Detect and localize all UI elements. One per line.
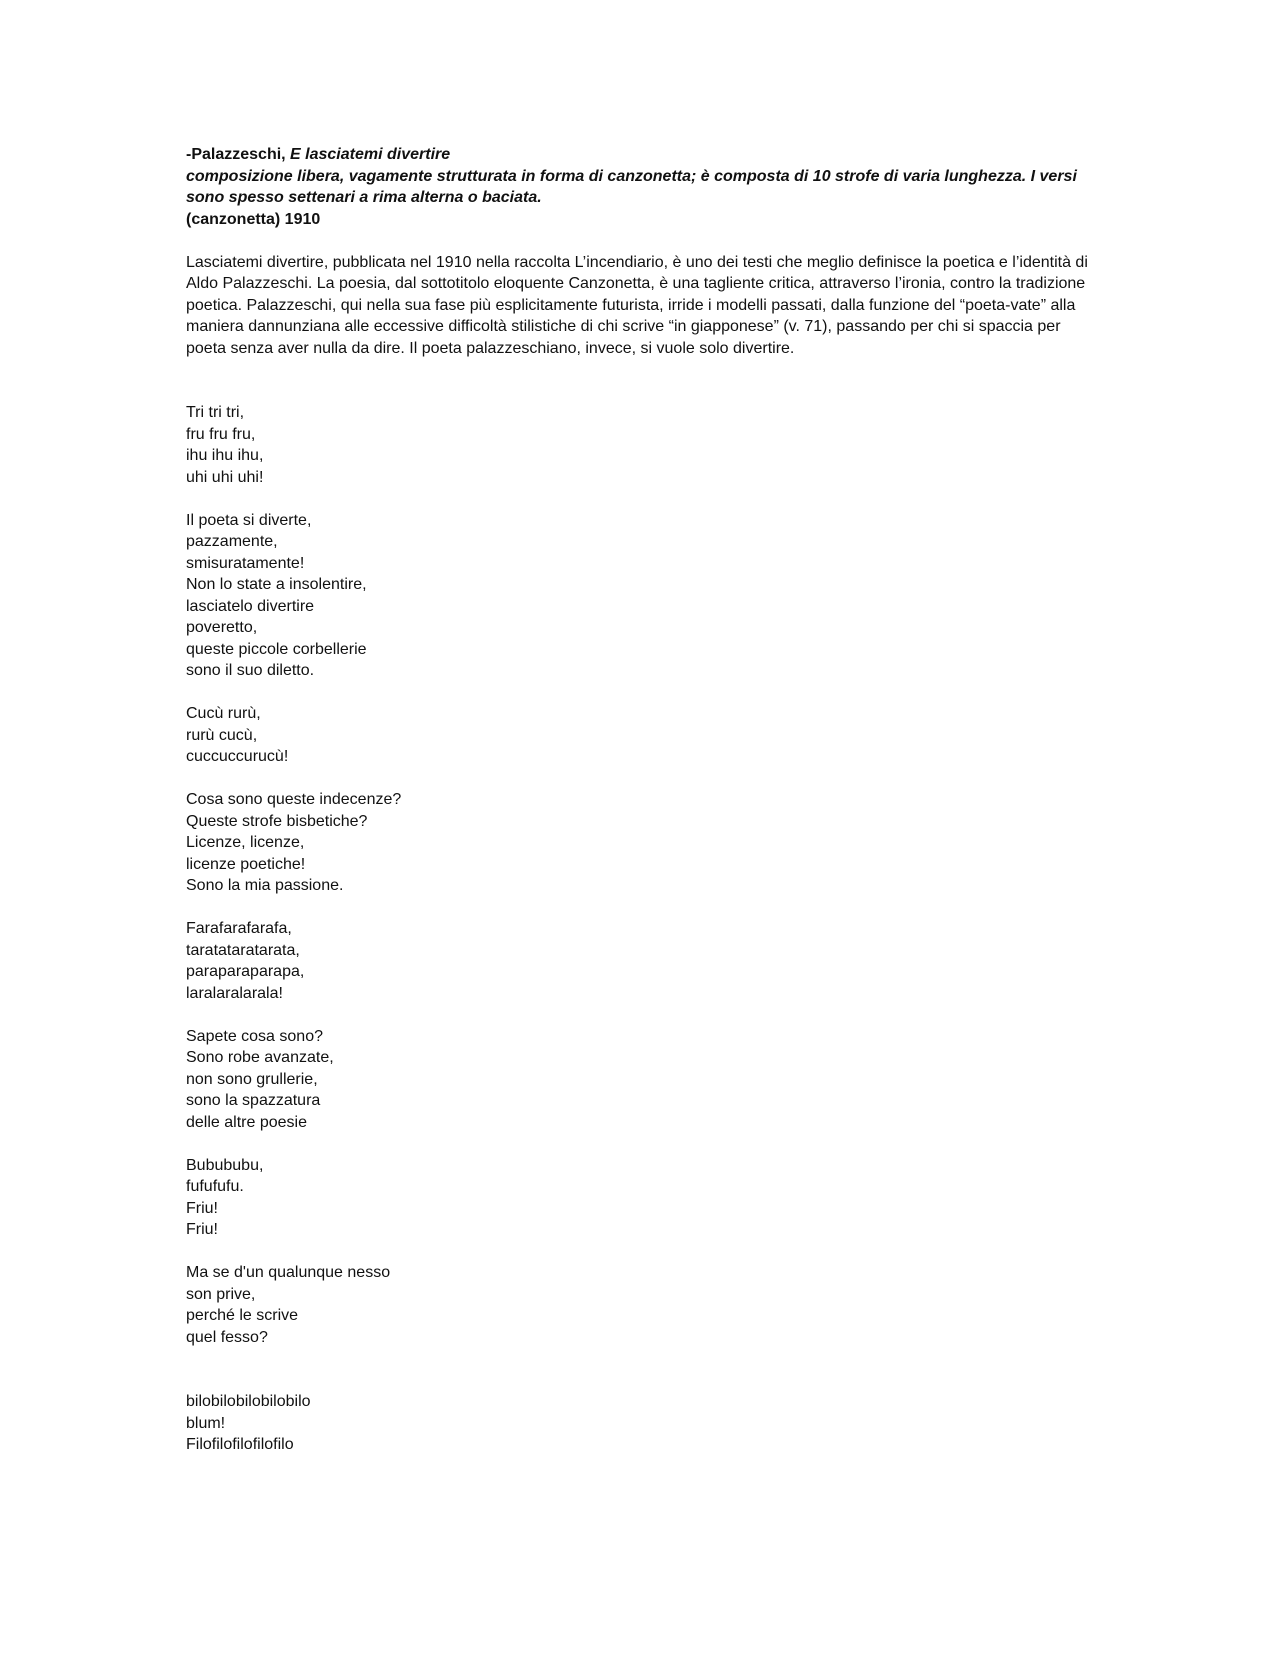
poem-line: poveretto,	[186, 619, 258, 636]
poem-line: licenze poetiche!	[186, 855, 306, 873]
poem-line: Bubububu,	[186, 1156, 264, 1174]
poem-stanza	[186, 402, 1096, 488]
poem-line: Sapete cosa sono?	[186, 1027, 323, 1045]
poem-line: Tri tri tri,	[186, 404, 245, 421]
poem-line: Il poeta si diverte,	[186, 511, 312, 529]
poem-line: Sono robe avanzate,	[186, 1049, 334, 1066]
poem-line: uhi uhi uhi!	[186, 468, 264, 486]
poem-text	[186, 402, 1096, 1456]
poem-line: Friu!	[186, 1221, 218, 1238]
poem-line: Cucù rurù,	[186, 705, 261, 722]
poem-line: quel fesso?	[186, 1328, 268, 1346]
poem-line: taratataratarata,	[186, 941, 300, 959]
poem-line: fru fru fru,	[186, 425, 256, 443]
poem-stanza	[186, 789, 1096, 897]
poem-line: Filofilofilofilofilo	[186, 1436, 294, 1453]
poem-line: paraparaparapa,	[186, 963, 305, 980]
poem-line: Sono la mia passione.	[186, 877, 344, 894]
document-content	[186, 144, 1096, 1477]
poem-line: blum!	[186, 1414, 226, 1432]
poem-line: non sono grullerie,	[186, 1070, 318, 1088]
poem-stanza	[186, 918, 1096, 1004]
intro-paragraph: Lasciatemi divertire, pubblicata nel 1910 nella raccolta L’incendiario, è uno dei testi che meglio definisce la poetica e l’identità di Aldo Palazzeschi. La poesia, dal sottotitolo eloquente Canzonetta, è una tagliente critica, attraverso l’ironia, contro la tradizione poetica. Palazzeschi, qui nella sua fase più esplicitamente futurista, irride i modelli passati, dalla funzione del “poeta-vate” alla maniera dannunziana alle eccessive difficoltà stilistiche di chi scrive “in giapponese” (v. 71), passando per chi si spaccia per poeta senza aver nulla da dire. Il poeta palazzeschiano, invece, si vuole solo divertire.	[186, 253, 1088, 357]
poem-stanza	[186, 1262, 1096, 1348]
genre-year: (canzonetta) 1910	[186, 210, 321, 228]
poem-line: sono il suo diletto.	[186, 662, 315, 679]
document-header	[186, 144, 1096, 230]
poem-stanza	[186, 510, 1096, 682]
poem-line: fufufufu.	[186, 1178, 244, 1195]
poem-line: smisuratamente!	[186, 554, 305, 572]
poem-line: sono la spazzatura	[186, 1092, 321, 1109]
poem-description: composizione libera, vagamente strutturata in forma di canzonetta; è composta di 10 strofe di varia lunghezza. I versi sono spesso settenari a rima alterna o baciata.	[186, 167, 1077, 206]
poem-line: bilobilobilobilobilo	[186, 1393, 311, 1410]
poem-line: Ma se d'un qualunque nesso	[186, 1264, 391, 1281]
poem-line: lasciatelo divertire	[186, 597, 315, 615]
poem-line: pazzamente,	[186, 533, 278, 550]
poem-line: Queste strofe bisbetiche?	[186, 812, 368, 830]
poem-stanza	[186, 703, 1096, 768]
poem-line: Licenze, licenze,	[186, 834, 305, 851]
poem-line: Friu!	[186, 1199, 218, 1217]
poem-stanza	[186, 1026, 1096, 1134]
poem-stanza	[186, 1155, 1096, 1241]
poem-line: Cosa sono queste indecenze?	[186, 791, 402, 808]
poem-line: queste piccole corbellerie	[186, 640, 367, 658]
document-title	[186, 144, 1096, 166]
title-poem-name: E lasciatemi divertire	[290, 146, 451, 163]
poem-line: Farafarafarafa,	[186, 920, 292, 937]
title-author: -Palazzeschi,	[186, 146, 291, 163]
poem-line: perché le scrive	[186, 1307, 299, 1324]
poem-stanza	[186, 1391, 1096, 1456]
poem-line: cuccuccurucù!	[186, 748, 289, 765]
poem-line: ihu ihu ihu,	[186, 447, 264, 464]
poem-line: delle altre poesie	[186, 1113, 307, 1131]
poem-line: laralaralarala!	[186, 984, 283, 1002]
poem-line: rurù cucù,	[186, 726, 258, 744]
poem-line: son prive,	[186, 1285, 256, 1303]
poem-line: Non lo state a insolentire,	[186, 576, 367, 593]
